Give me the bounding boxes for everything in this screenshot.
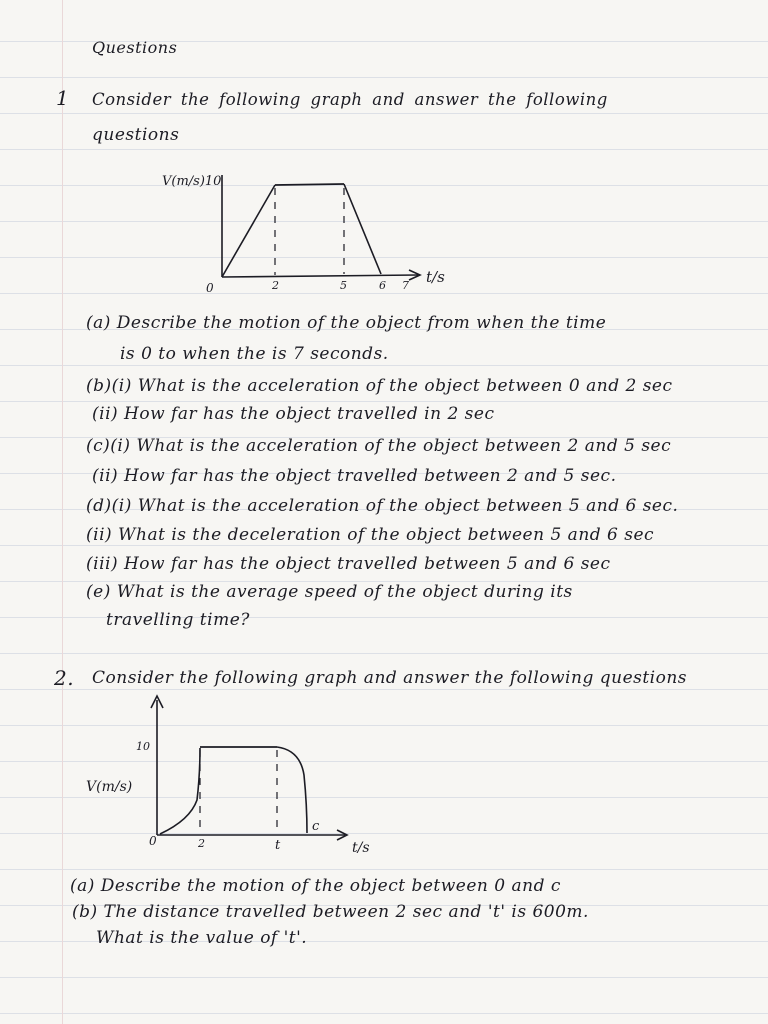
q1-part-c-ii: (ii) How far has the object travelled between 2 and 5 sec. <box>92 466 617 486</box>
q2-number: 2. <box>54 666 75 690</box>
q1-x-tick-6: 6 <box>379 279 386 292</box>
q2-end-label-c: c <box>312 819 320 834</box>
q2-x-axis-label: t/s <box>352 840 370 856</box>
q2-x-tick-2: 2 <box>198 837 205 850</box>
q1-x-axis-label: t/s <box>426 268 445 286</box>
q1-intro-line2: questions <box>92 125 180 145</box>
q1-y-axis-label: V(m/s)10 <box>162 174 222 189</box>
q2-x-tick-t: t <box>275 838 281 853</box>
q1-part-a-line2: is 0 to when the is 7 seconds. <box>120 344 389 364</box>
q2-curve-0-2s <box>160 748 200 834</box>
q2-part-a: (a) Describe the motion of the object between 0 and c <box>70 876 561 896</box>
q1-part-c-i: (c)(i) What is the acceleration of the object between 2 and 5 sec <box>86 436 672 456</box>
q2-origin-label: 0 <box>149 834 157 848</box>
q2-y-axis-label: V(m/s) <box>86 779 133 795</box>
q1-number: 1 <box>56 86 70 110</box>
q1-part-a-line1: (a) Describe the motion of the object from when the time <box>86 313 607 333</box>
q1-origin-label: 0 <box>206 281 214 295</box>
q2-curve-t-c <box>277 747 307 833</box>
q1-part-d-i: (d)(i) What is the acceleration of the object between 5 and 6 sec. <box>86 496 679 516</box>
q1-part-e-line1: (e) What is the average speed of the object during its <box>86 582 573 602</box>
q1-intro-line1: Consider the following graph and answer the following <box>92 90 608 109</box>
q1-x-tick-7: 7 <box>402 279 409 292</box>
q1-x-tick-2: 2 <box>272 279 279 292</box>
q2-part-b-line2: What is the value of 't'. <box>96 928 308 948</box>
page-heading: Questions <box>92 38 178 57</box>
q2-intro: Consider the following graph and answer the following questions <box>92 668 688 688</box>
q1-part-b-ii: (ii) How far has the object travelled in 2 sec <box>92 404 495 424</box>
q1-part-d-iii: (iii) How far has the object travelled between 5 and 6 sec <box>86 554 611 574</box>
q1-part-e-line2: travelling time? <box>106 610 250 630</box>
q1-part-b-i: (b)(i) What is the acceleration of the object between 0 and 2 sec <box>86 376 673 396</box>
q1-part-d-ii: (ii) What is the deceleration of the object between 5 and 6 sec <box>86 525 655 545</box>
q2-y-tick-10: 10 <box>136 740 150 753</box>
q2-part-b-line1: (b) The distance travelled between 2 sec and 't' is 600m. <box>72 902 589 922</box>
q1-x-tick-5: 5 <box>340 279 347 292</box>
